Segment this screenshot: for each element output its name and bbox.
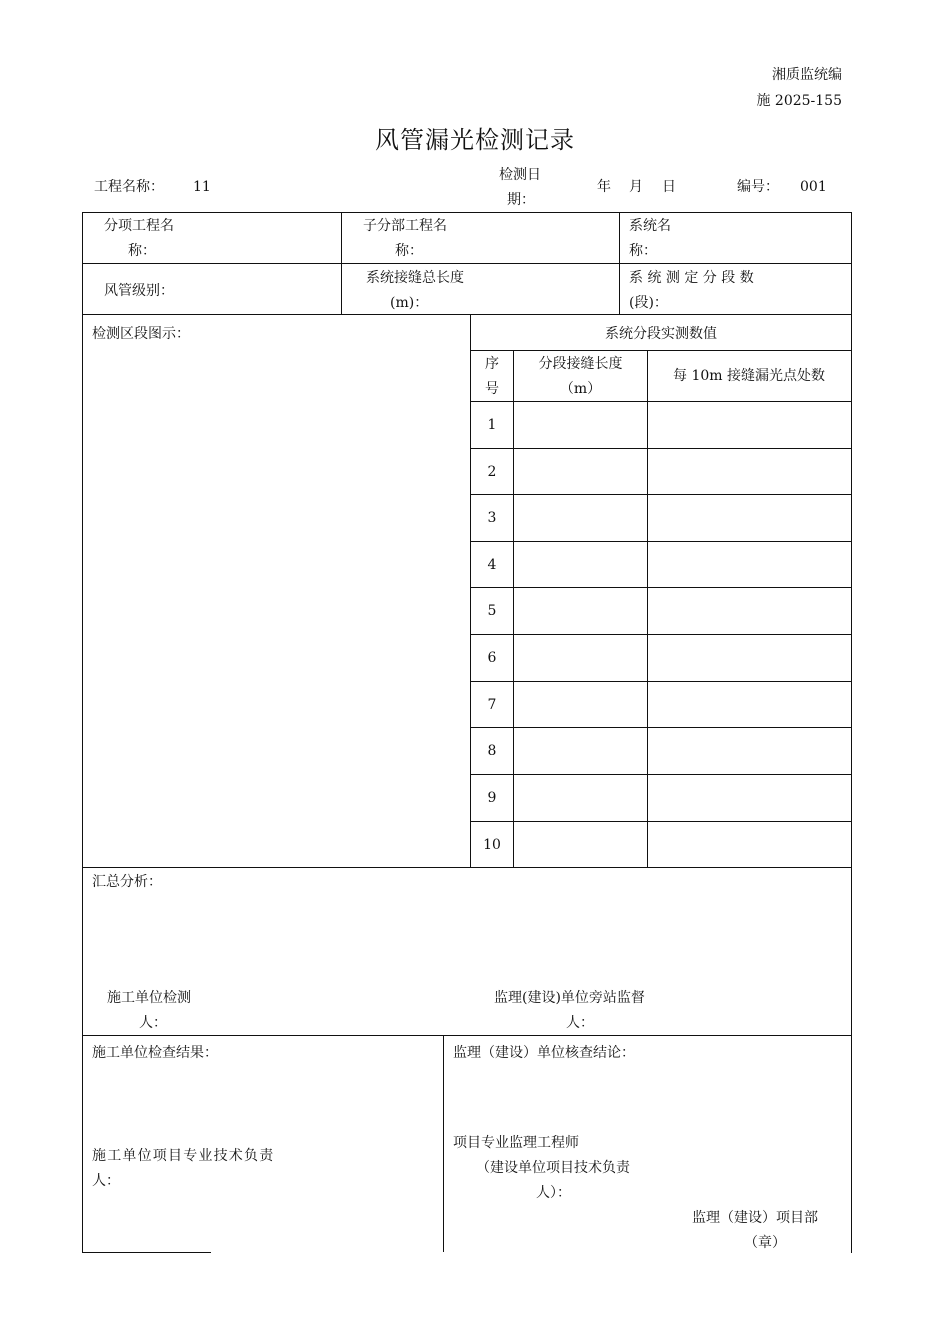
date-year: 年: [597, 179, 611, 195]
rule-summary: [82, 867, 851, 868]
duct-grade-label: 风管级别：: [104, 283, 174, 299]
supervising-engineer-label-line3: 人）：: [536, 1185, 571, 1201]
date-day: 日: [662, 179, 676, 195]
row-number: 2: [487, 464, 497, 480]
inspector-label-line2: 人：: [139, 1015, 167, 1031]
project-dept-label: 监理（建设）项目部: [692, 1210, 818, 1226]
system-name-label-line1: 系统名: [629, 218, 671, 234]
summary-label: 汇总分析：: [92, 874, 162, 890]
col-divider-length: [647, 350, 648, 867]
row-number: 7: [487, 697, 497, 713]
sub-item-label-line1: 分项工程名: [104, 218, 174, 234]
page-title: 风管漏光检测记录: [375, 126, 575, 154]
supervisor-label-line2: 人：: [566, 1015, 594, 1031]
rule-info-2: [82, 314, 851, 315]
sub-item-label-line2: 称：: [128, 243, 156, 259]
col-divider-bottom: [443, 1035, 444, 1252]
row-number: 6: [487, 650, 497, 666]
table-bottom-line: [82, 1252, 211, 1253]
sub-part-label-line1: 子分部工程名: [363, 218, 447, 234]
seam-total-label-line1: 系统接缝总长度: [366, 270, 464, 286]
rule-row: [471, 774, 851, 775]
row-number: 9: [487, 790, 497, 806]
contractor-lead-label-line2: 人：: [92, 1173, 120, 1189]
segment-count-label-line2: (段)：: [629, 295, 668, 311]
supervisor-conclusion-label: 监理（建设）单位核查结论：: [453, 1045, 635, 1061]
diagram-label: 检测区段图示：: [92, 326, 190, 342]
row-number: 1: [487, 417, 497, 433]
rule-row: [471, 541, 851, 542]
rule-row: [471, 448, 851, 449]
col-seq-header-line1: 序: [485, 356, 499, 372]
col-divider-info-2: [619, 212, 620, 314]
supervising-engineer-label-line1: 项目专业监理工程师: [453, 1135, 579, 1151]
form-code-line2: 施 2025-155: [756, 93, 842, 109]
row-number: 5: [487, 603, 497, 619]
row-number: 10: [483, 837, 501, 853]
serial-label: 编号：: [737, 179, 779, 195]
col-divider-seq: [513, 350, 514, 867]
col-seq-header-line2: 号: [485, 381, 499, 397]
rule-row: [471, 494, 851, 495]
col-length-header-line1: 分段接缝长度: [538, 356, 623, 372]
form-code-line1: 湘质监统编: [772, 67, 842, 83]
supervisor-label-line1: 监理(建设)单位旁站监督: [494, 990, 645, 1006]
row-number: 8: [487, 743, 497, 759]
row-number: 3: [487, 510, 497, 526]
rule-row: [471, 587, 851, 588]
rule-row: [471, 727, 851, 728]
contractor-lead-label-line1: 施工单位项目专业技术负责: [92, 1148, 275, 1164]
contractor-result-label: 施工单位检查结果：: [92, 1045, 218, 1061]
measure-title: 系统分段实测数值: [605, 326, 717, 342]
rule-row: [471, 681, 851, 682]
rule-row: [471, 634, 851, 635]
project-name-label: 工程名称：: [94, 179, 164, 195]
rule-measure-title: [471, 350, 851, 351]
rule-measure-header: [471, 401, 851, 402]
date-label-line1: 检测日: [499, 167, 541, 183]
date-label-line2: 期：: [507, 192, 535, 208]
seal-label: （章）: [744, 1235, 786, 1251]
sub-part-label-line2: 称：: [395, 243, 423, 259]
col-length-header-line2: （m）: [559, 381, 602, 397]
segment-count-label-line1: 系 统 测 定 分 段 数: [629, 270, 754, 286]
col-divider-info-1: [341, 212, 342, 314]
rule-row: [471, 821, 851, 822]
serial-value: 001: [800, 179, 827, 195]
col-leak-header: 每 10m 接缝漏光点处数: [673, 368, 825, 384]
seam-total-label-line2: (m)：: [390, 295, 429, 311]
system-name-label-line2: 称：: [629, 243, 657, 259]
project-name-value: 11: [193, 179, 211, 195]
row-number: 4: [487, 557, 497, 573]
supervising-engineer-label-line2: （建设单位项目技术负责: [476, 1160, 630, 1176]
rule-bottom: [82, 1035, 851, 1036]
inspector-label-line1: 施工单位检测: [107, 990, 191, 1006]
date-month: 月: [629, 179, 643, 195]
rule-info-1: [82, 263, 851, 264]
